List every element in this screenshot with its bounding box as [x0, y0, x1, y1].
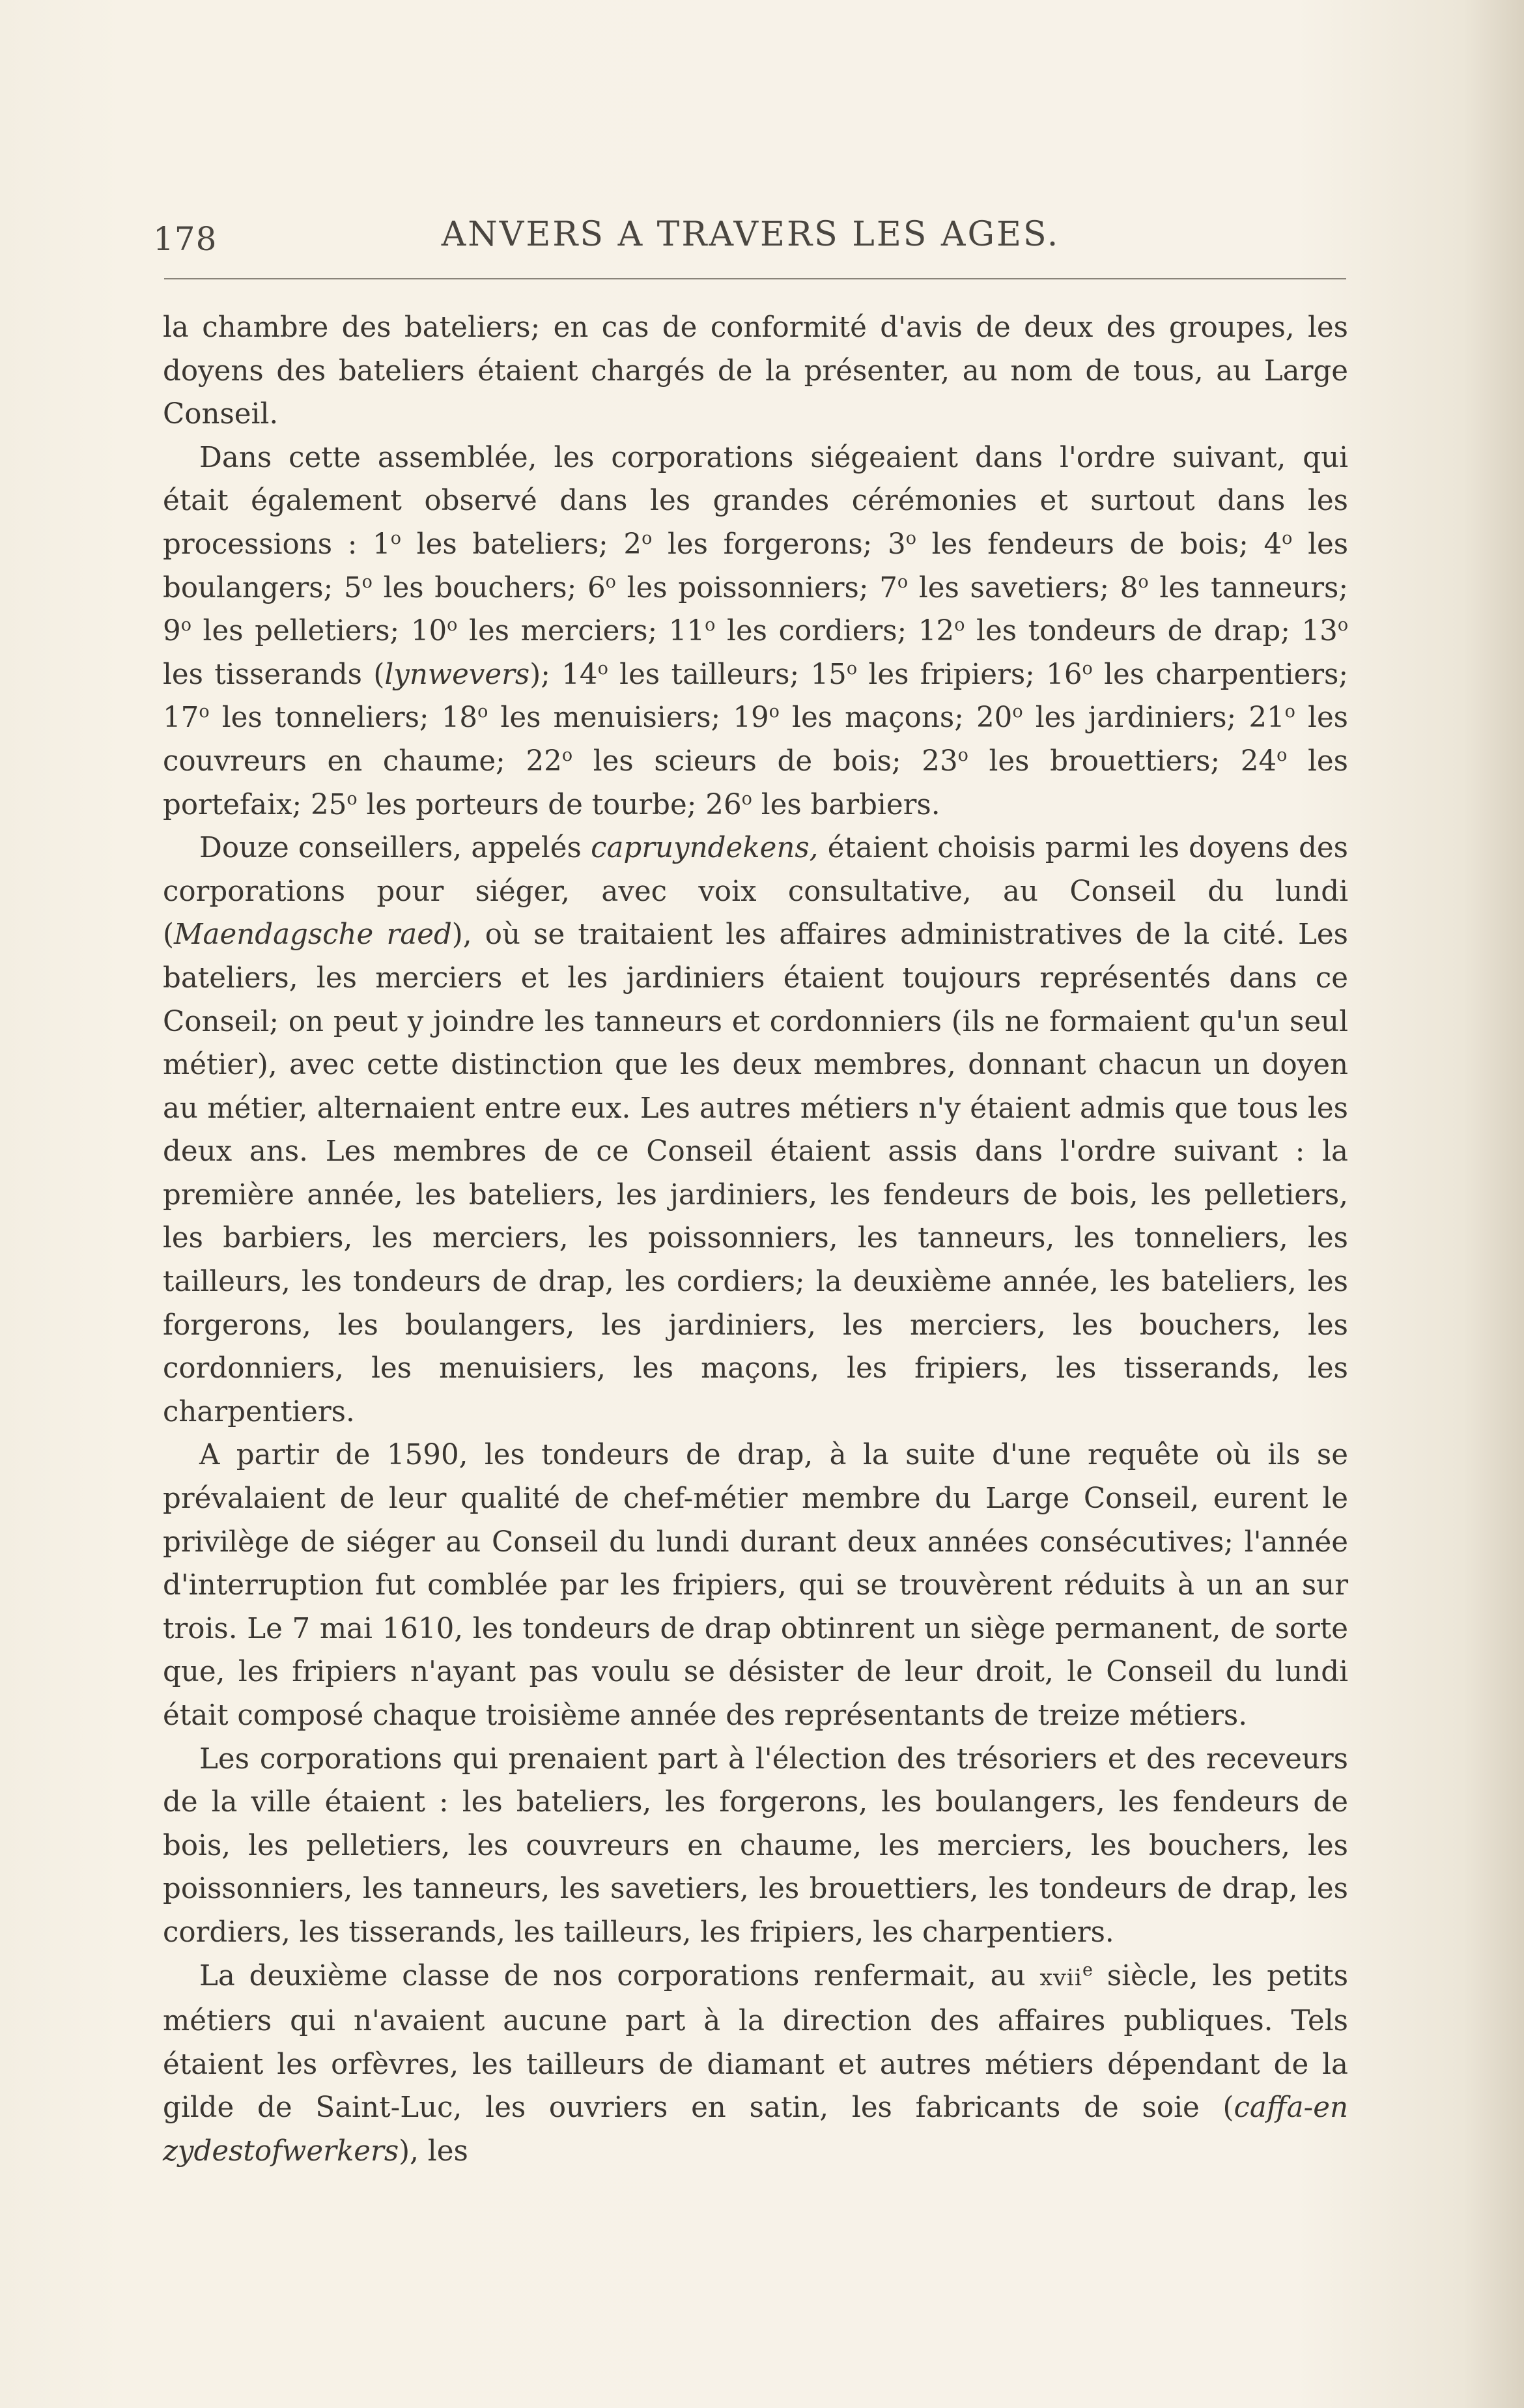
ordinal-suffix: o	[1277, 745, 1288, 766]
ordinal-suffix: o	[180, 615, 191, 636]
corporation-item: les couvreurs en chaume;	[163, 701, 1349, 778]
paren-close: );	[529, 658, 550, 691]
ordinal-number: 21	[1249, 701, 1285, 735]
ordinal-number: 26	[705, 788, 742, 821]
century-superscript: e	[1082, 1959, 1093, 1980]
ordinal-suffix: o	[846, 658, 858, 679]
ordinal-suffix: o	[897, 571, 909, 592]
ordinal-number: 13	[1301, 615, 1338, 648]
corporation-item: les boulangers;	[163, 528, 1349, 604]
paragraph-corporations-order	[163, 436, 1348, 827]
ordinal-number: 2	[623, 528, 642, 561]
ordinal-suffix: o	[597, 658, 608, 679]
paragraph-second-class	[163, 1955, 1348, 2174]
corporation-item: les tondeurs de drap;	[976, 615, 1290, 648]
corporation-item: les fendeurs de bois;	[931, 528, 1249, 561]
ordinal-number: 8	[1120, 571, 1138, 604]
paragraph-tondeurs: A partir de 1590, les tondeurs de drap, à la suite d'une requête où ils se prévalaient de leur qualité de chef-métier membre du Large Conseil, eurent le privilège de siéger au Conseil du lundi durant deux années consécutives; l'année d'interruption fut comblée par les fripiers, qui se trouvèrent réduits à un an sur trois. Le 7 mai 1610, les tondeurs de drap obtinrent un siège permanent, de sorte que, les fripiers n'ayant pas voulu se désister de leur droit, le Conseil du lundi était composé chaque troisième année des représentants de treize métiers.	[163, 1439, 1348, 1732]
text-run: La deuxième classe de nos corporations renfermait, au	[199, 1959, 1026, 1992]
corporation-item: les forgerons;	[668, 528, 873, 561]
ordinal-number: 23	[922, 744, 958, 778]
text-run: ), les	[399, 2134, 468, 2168]
ordinal-number: 18	[441, 701, 478, 735]
ordinal-number: 11	[668, 615, 705, 648]
ordinal-suffix: o	[1282, 528, 1293, 549]
ordinal-suffix: o	[390, 528, 401, 549]
ordinal-suffix: o	[957, 745, 968, 766]
ordinal-number: 12	[918, 615, 955, 648]
ordinal-suffix: o	[954, 615, 965, 636]
header-rule	[164, 278, 1346, 279]
ordinal-number: 14	[561, 658, 598, 691]
body-text	[163, 306, 1348, 2174]
corporation-item: les pelletiers;	[203, 615, 400, 648]
ordinal-number: 4	[1263, 528, 1282, 561]
text-run: ), où se traitaient les affaires administratives de la cité. Les bateliers, les merciers et les jardiniers étaient toujours représentés dans ce Conseil; on peut y joindre les tanneurs et cordonniers (ils ne formaient qu'un seul métier), avec cette distinction que les deux membres, donnant chacun un doyen au métier, alternaient entre eux. Les autres métiers n'y étaient admis que tous les deux ans. Les membres de ce Conseil étaient assis dans l'ordre suivant : la première année, les bateliers, les jardiniers, les fendeurs de bois, les pelletiers, les barbiers, les merciers, les poissonniers, les tanneurs, les tonneliers, les tailleurs, les tondeurs de drap, les cordiers; la deuxième année, les bateliers, les forgerons, les boulangers, les jardiniers, les merciers, les bouchers, les cordonniers, les menuisiers, les maçons, les fripiers, les tisserands, les charpentiers.	[163, 918, 1349, 1428]
corporation-item: les portefaix;	[163, 744, 1348, 821]
ordinal-suffix: o	[741, 788, 752, 809]
ordinal-suffix: o	[361, 571, 373, 592]
page-number: 178	[153, 220, 218, 258]
ordinal-suffix: o	[705, 615, 716, 636]
ordinal-number: 1	[373, 528, 391, 561]
ordinal-suffix: o	[1138, 571, 1149, 592]
ordinal-suffix: o	[477, 701, 488, 722]
corporation-item: les barbiers.	[761, 788, 940, 821]
text-run: Douze conseillers, appelés	[199, 832, 582, 865]
ordinal-suffix: o	[1012, 701, 1023, 722]
ordinal-number: 3	[888, 528, 906, 561]
corporation-item: les savetiers;	[918, 571, 1110, 604]
corporation-item: les jardiniers;	[1035, 701, 1237, 735]
corporation-item: les charpentiers;	[1104, 658, 1349, 691]
term-caffa-en-zydestofwerkers: caffa-en zydestofwerkers	[163, 2091, 1348, 2168]
paragraph-intro: Dans cette assemblée, les corporations siégeaient dans l'ordre suivant, qui était également observé dans les grandes cérémonies et surtout dans les processions :	[163, 441, 1348, 561]
ordinal-suffix: o	[1284, 701, 1295, 722]
paragraph-election: Les corporations qui prenaient part à l'élection des trésoriers et des receveurs de la ville étaient : les bateliers, les forgerons, les boulangers, les fendeurs de bois, les pelletiers, les couvreurs en chaume, les merciers, les bouchers, les poissonniers, les tanneurs, les savetiers, les brouettiers, les tondeurs de drap, les cordiers, les tisserands, les tailleurs, les fripiers, les charpentiers.	[163, 1742, 1348, 1949]
running-title: ANVERS A TRAVERS LES AGES.	[441, 215, 1060, 254]
corporation-item: les tonneliers;	[221, 701, 429, 735]
ordinal-number: 25	[311, 788, 347, 821]
ordinal-number: 19	[733, 701, 769, 735]
corporation-item: les poissonniers;	[627, 571, 869, 604]
paragraph-continuation: la chambre des bateliers; en cas de conformité d'avis de deux des groupes, les doyens des bateliers étaient chargés de la présenter, au nom de tous, au Large Conseil.	[163, 311, 1348, 431]
paren-open: (	[373, 658, 385, 691]
paragraph-capruyndekens	[163, 827, 1348, 1434]
ordinal-suffix: o	[1337, 615, 1349, 636]
ordinal-suffix: o	[1082, 658, 1093, 679]
ordinal-suffix: o	[605, 571, 616, 592]
ordinal-number: 6	[587, 571, 606, 604]
ordinal-suffix: o	[905, 528, 916, 549]
ordinal-suffix: o	[642, 528, 653, 549]
ordinal-suffix: o	[447, 615, 458, 636]
term-capruyndekens: capruyndekens,	[591, 832, 819, 865]
ordinal-suffix: o	[346, 788, 358, 809]
ordinal-suffix: o	[769, 701, 780, 722]
corporation-item: les fripiers;	[868, 658, 1035, 691]
corporation-item: les bateliers;	[416, 528, 608, 561]
corporation-item: les menuisiers;	[500, 701, 721, 735]
corporation-item: les tisserands	[163, 658, 363, 691]
corporation-item: les scieurs de bois;	[593, 744, 901, 778]
ordinal-number: 17	[163, 701, 199, 735]
ordinal-number: 7	[879, 571, 897, 604]
corporation-item: les maçons;	[792, 701, 964, 735]
ordinal-number: 22	[526, 744, 562, 778]
corporation-item: les brouettiers;	[989, 744, 1221, 778]
term-lynwevers: lynwevers	[384, 658, 530, 691]
corporation-item: les porteurs de tourbe;	[366, 788, 697, 821]
ordinal-suffix: o	[199, 701, 210, 722]
ordinal-suffix: o	[561, 745, 573, 766]
ordinal-number: 16	[1046, 658, 1082, 691]
century-numeral: xvii	[1039, 1964, 1082, 1991]
ordinal-number: 24	[1240, 744, 1277, 778]
ordinal-number: 15	[810, 658, 847, 691]
corporation-item: les cordiers;	[727, 615, 907, 648]
text-run: étaient choisis parmi les doyens des corporations pour siéger, avec voix consultative, au Conseil du lundi (	[163, 832, 1348, 952]
corporation-item: les tailleurs;	[619, 658, 800, 691]
text-run: siècle, les petits métiers qui n'avaient aucune part à la direction des affaires publiques. Tels étaient les orfèvres, les tailleurs de diamant et autres métiers dépendant de la gilde de Saint-Luc, les ouvriers en satin, les fabricants de soie (	[163, 1959, 1349, 2125]
corporation-item: les merciers;	[469, 615, 658, 648]
ordinal-number: 10	[410, 615, 447, 648]
ordinal-number: 20	[976, 701, 1013, 735]
ordinal-number: 9	[163, 615, 181, 648]
corporation-item: les tanneurs;	[1159, 571, 1349, 604]
corporation-item: les bouchers;	[383, 571, 577, 604]
ordinal-number: 5	[343, 571, 362, 604]
term-maendagsche-raed: Maendagsche raed	[173, 918, 452, 952]
page-header	[153, 215, 1348, 267]
